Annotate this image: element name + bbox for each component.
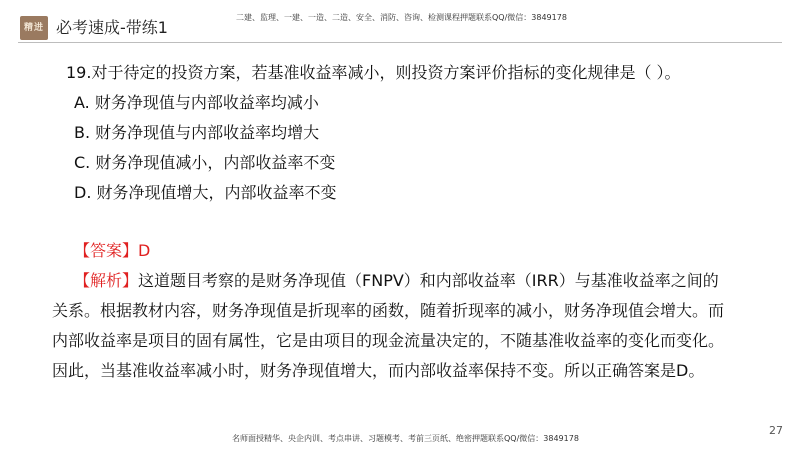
option-list bbox=[74, 92, 674, 212]
explanation bbox=[52, 270, 772, 390]
header-contact-banner: 二建、监理、一建、一造、二造、安全、消防、咨询、检测课程押题联系QQ/微信：3849178 bbox=[236, 13, 567, 22]
option-d: D. 财务净现值增大，内部收益率不变 bbox=[74, 183, 337, 202]
header-divider bbox=[18, 42, 782, 43]
course-title: 必考速成-带练1 bbox=[56, 18, 168, 37]
answer-value: D bbox=[138, 241, 151, 260]
page-number: 27 bbox=[769, 424, 783, 437]
footer-contact-banner: 名师面授精华、央企内训、考点串讲、习题模考、考前三页纸、绝密押题联系QQ/微信：3849178 bbox=[232, 434, 579, 443]
explanation-line-4: 因此，当基准收益率减小时，财务净现值增大，而内部收益率保持不变。所以正确答案是D。 bbox=[52, 361, 705, 380]
option-a: A. 财务净现值与内部收益率均减小 bbox=[74, 93, 319, 112]
explanation-text-1: 这道题目考察的是财务净现值（FNPV）和内部收益率（IRR）与基准收益率之间的 bbox=[138, 271, 719, 290]
explanation-line-3: 内部收益率是项目的固有属性，它是由项目的现金流量决定的，不随基准收益率的变化而变化。 bbox=[52, 331, 725, 350]
explanation-line-2: 关系。根据教材内容，财务净现值是折现率的函数，随着折现率的减小，财务净现值会增大。而 bbox=[52, 301, 725, 320]
explanation-line-1 bbox=[52, 270, 772, 292]
explanation-label: 【解析】 bbox=[74, 271, 139, 290]
question-text: 19.对于待定的投资方案，若基准收益率减小，则投资方案评价指标的变化规律是（ ）。 bbox=[66, 63, 681, 82]
brand-logo: 精进 bbox=[20, 16, 48, 40]
option-b: B. 财务净现值与内部收益率均增大 bbox=[74, 123, 320, 142]
option-c: C. 财务净现值减小，内部收益率不变 bbox=[74, 153, 336, 172]
answer-label: 【答案】 bbox=[74, 241, 139, 260]
answer-line bbox=[74, 240, 150, 262]
